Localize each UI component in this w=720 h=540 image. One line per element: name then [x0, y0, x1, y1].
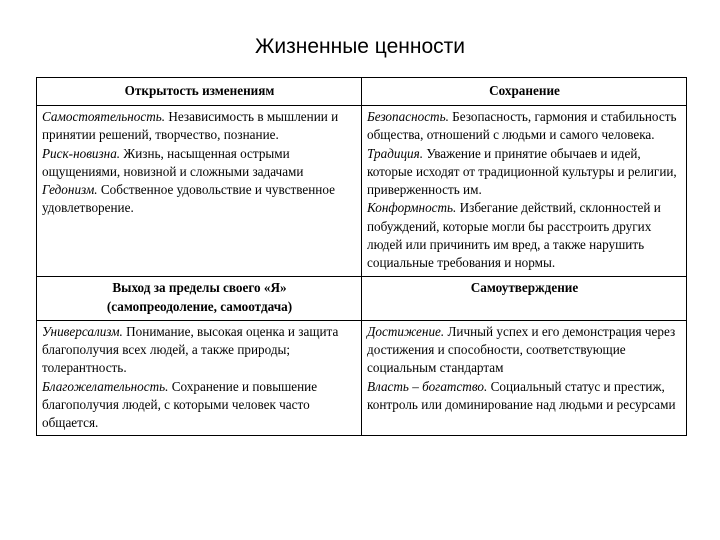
value-description: Сохранение и повышение благополучия людей, с которыми человек часто общается. [42, 378, 318, 431]
table-row [37, 78, 687, 106]
cell-self-enhancement [362, 320, 687, 436]
value-item [42, 108, 357, 145]
value-description: Собственное удовольствие и чувственное удовлетворение. [42, 182, 335, 216]
value-description: Независимость в мышлении и принятии решений, творчество, познание. [42, 109, 339, 143]
value-term: Безопасность. [367, 109, 449, 124]
value-item [42, 181, 357, 218]
value-description: Социальный статус и престиж, контроль или доминирование над людьми и ресурсами [367, 378, 676, 412]
value-item [367, 323, 682, 378]
value-description: Избегание действий, склонностей и побуждений, которые могли бы расстроить других людей или причинить им вред, а также нарушить социальные требования и нормы. [367, 200, 661, 271]
table-row [37, 106, 687, 277]
header-openness: Открытость изменениям [37, 78, 362, 106]
value-term: Гедонизм. [42, 182, 98, 198]
page-title: Жизненные ценности [254, 35, 466, 58]
value-term: Благожелательность. [42, 378, 169, 394]
value-item [42, 323, 357, 378]
header-line: Выход за пределы своего «Я» [112, 280, 287, 296]
header-line: (самопреодоление, самоотдача) [106, 298, 293, 314]
value-term: Риск-новизна. [42, 145, 121, 161]
table-row [37, 320, 687, 436]
value-term: Достижение. [367, 323, 445, 339]
cell-openness [37, 106, 362, 277]
value-item [42, 378, 357, 433]
table-row [37, 276, 687, 320]
value-term: Традиция. [367, 145, 424, 161]
header-conservation: Сохранение [362, 78, 687, 106]
value-item [367, 145, 682, 200]
cell-conservation [362, 106, 687, 277]
value-term: Конформность. [367, 200, 457, 216]
header-self-transcendence [37, 276, 362, 320]
value-term: Власть – богатство. [367, 378, 488, 394]
value-description: Безопасность, гармония и стабильность общества, отношений с людьми и самого человека. [367, 109, 677, 143]
values-table [36, 77, 687, 436]
value-item [367, 199, 682, 272]
value-item [367, 378, 682, 415]
value-description: Личный успех и его демонстрация через достижения и способности, соответствующие социальным стандартам [367, 323, 676, 376]
value-item [42, 145, 357, 182]
value-item [367, 108, 682, 145]
value-description: Понимание, высокая оценка и защита благополучия всех людей, а также природы; толерантность. [42, 323, 339, 376]
cell-self-transcendence [37, 320, 362, 436]
value-term: Самостоятельность. [42, 109, 166, 124]
value-description: Жизнь, насыщенная острыми ощущениями, новизной и сложными задачами [42, 145, 304, 179]
header-self-enhancement: Самоутверждение [362, 276, 687, 320]
value-term: Универсализм. [42, 323, 123, 339]
value-description: Уважение и принятие обычаев и идей, которые исходят от традиционной культуры и религии, приверженность им. [367, 145, 677, 198]
